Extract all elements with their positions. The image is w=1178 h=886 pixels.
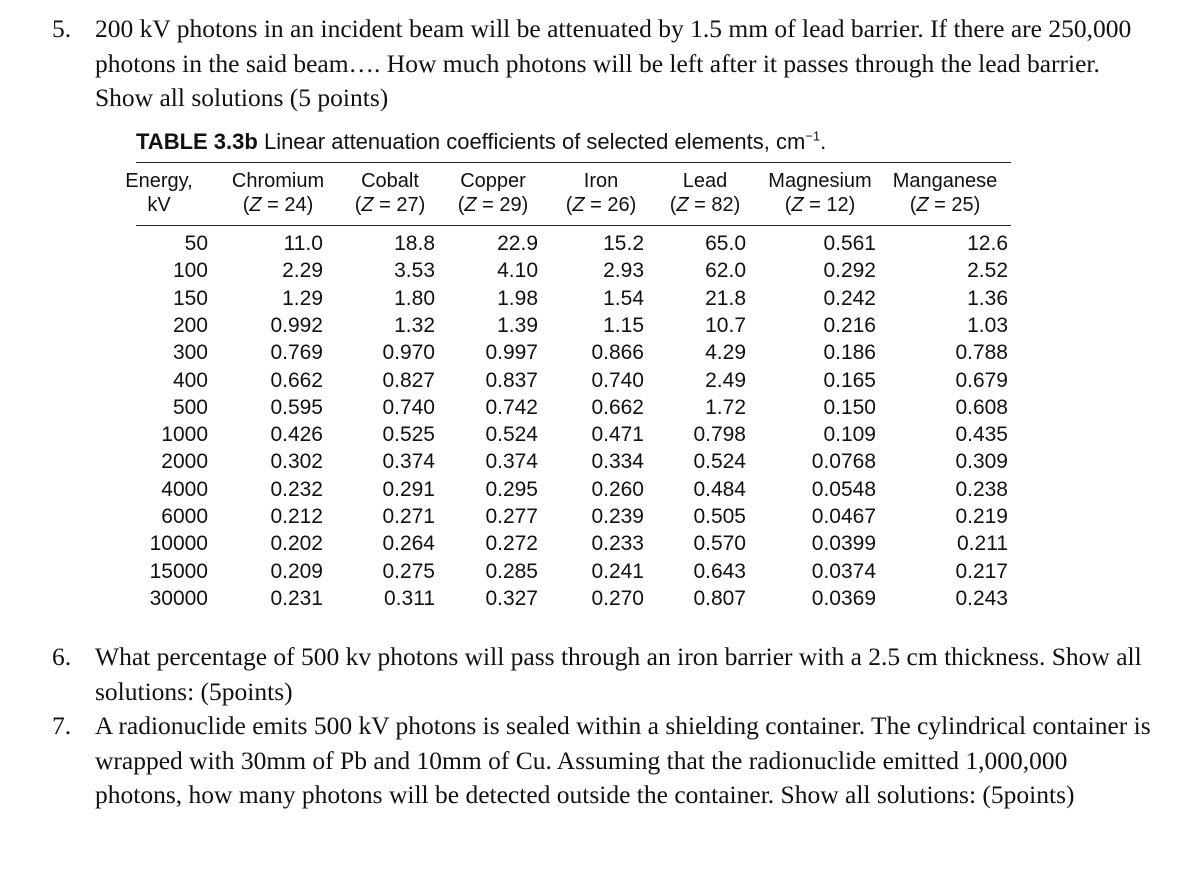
table-row bbox=[136, 560, 1011, 587]
coefficient-cell: 0.662 bbox=[270, 368, 323, 392]
column-header-sub: (Z = 24) bbox=[242, 194, 314, 216]
coefficient-cell: 0.186 bbox=[823, 341, 876, 365]
coefficient-cell: 0.275 bbox=[382, 559, 435, 583]
table-row bbox=[136, 369, 1011, 396]
atomic-number: 12 bbox=[826, 194, 849, 216]
table-row bbox=[136, 287, 1011, 314]
question-6 bbox=[52, 640, 1155, 709]
column-header-sub: (Z = 26) bbox=[565, 194, 637, 216]
energy-cell: 15000 bbox=[149, 559, 208, 583]
coefficient-cell: 0.524 bbox=[693, 450, 746, 474]
table-header-rule bbox=[136, 225, 1011, 226]
coefficient-cell: 1.32 bbox=[394, 313, 435, 337]
coefficient-cell: 15.2 bbox=[603, 232, 644, 255]
question-number: 6. bbox=[52, 642, 72, 671]
table-row bbox=[136, 232, 1011, 259]
coefficient-cell: 0.426 bbox=[270, 423, 323, 447]
table-row bbox=[136, 341, 1011, 368]
column-header bbox=[755, 169, 885, 217]
coefficient-cell: 0.219 bbox=[955, 505, 1008, 528]
atomic-number: 25 bbox=[951, 194, 974, 216]
column-header-name: Magnesium bbox=[768, 170, 872, 192]
coefficient-cell: 0.561 bbox=[823, 232, 876, 255]
coefficient-cell: 0.643 bbox=[693, 559, 746, 583]
coefficient-cell: 0.270 bbox=[591, 586, 644, 610]
coefficient-cell: 1.72 bbox=[705, 395, 746, 419]
coefficient-cell: 0.165 bbox=[823, 368, 876, 392]
coefficient-cell: 0.505 bbox=[693, 505, 746, 528]
coefficient-cell: 0.662 bbox=[591, 395, 644, 419]
coefficient-cell: 0.679 bbox=[955, 368, 1008, 392]
coefficient-cell: 1.80 bbox=[394, 286, 435, 310]
coefficient-cell: 0.471 bbox=[591, 423, 644, 447]
table-row bbox=[136, 396, 1011, 423]
coefficient-cell: 4.29 bbox=[705, 341, 746, 365]
coefficient-cell: 0.788 bbox=[955, 341, 1008, 365]
coefficient-cell: 0.769 bbox=[270, 341, 323, 365]
coefficient-cell: 0.302 bbox=[270, 450, 323, 474]
column-header-sub: (Z = 12) bbox=[784, 194, 856, 216]
table-caption-text: Linear attenuation coefficients of selected elements, cm bbox=[263, 129, 806, 154]
coefficient-cell: 1.36 bbox=[967, 286, 1008, 310]
column-header bbox=[124, 169, 194, 217]
column-header-name: Lead bbox=[682, 170, 728, 192]
table-row bbox=[136, 478, 1011, 505]
coefficient-cell: 0.525 bbox=[382, 423, 435, 447]
column-header-sub: (Z = 29) bbox=[457, 194, 529, 216]
table-row bbox=[136, 314, 1011, 341]
question-text: A radionuclide emits 500 kV photons is sealed within a shielding container. The cylindrical container is wrapped with 30mm of Pb and 10mm of Cu. Assuming that the radionuclide emitted 1,000,000 photons, how many photons will be detected outside the container. Show all solutions: (5points) bbox=[95, 711, 1151, 809]
column-header-sub: (Z = 82) bbox=[669, 194, 741, 216]
coefficient-cell: 0.524 bbox=[485, 423, 538, 447]
coefficient-cell: 3.53 bbox=[394, 259, 435, 283]
coefficient-cell: 0.271 bbox=[382, 505, 435, 528]
column-header bbox=[880, 169, 1010, 217]
coefficient-cell: 0.740 bbox=[382, 395, 435, 419]
coefficient-cell: 0.970 bbox=[382, 341, 435, 365]
atomic-number: 24 bbox=[284, 194, 307, 216]
question-number: 7. bbox=[52, 711, 72, 740]
table-row bbox=[136, 587, 1011, 614]
column-header-sub: (Z = 25) bbox=[909, 194, 981, 216]
energy-cell: 30000 bbox=[149, 586, 208, 610]
coefficient-cell: 0.837 bbox=[485, 368, 538, 392]
coefficient-cell: 0.217 bbox=[955, 559, 1008, 583]
coefficient-cell: 0.570 bbox=[693, 532, 746, 556]
coefficient-cell: 0.231 bbox=[270, 586, 323, 610]
coefficient-cell: 0.209 bbox=[270, 559, 323, 583]
column-header-name: Iron bbox=[583, 170, 619, 192]
coefficient-cell: 62.0 bbox=[705, 259, 746, 283]
column-header-sub: kV bbox=[147, 194, 171, 216]
column-header bbox=[340, 169, 440, 217]
coefficient-cell: 0.241 bbox=[591, 559, 644, 583]
coefficient-cell: 0.827 bbox=[382, 368, 435, 392]
column-header bbox=[655, 169, 755, 217]
atomic-number: 26 bbox=[607, 194, 630, 216]
table-top-rule bbox=[136, 162, 1011, 163]
coefficient-cell: 0.243 bbox=[955, 586, 1008, 610]
coefficient-cell: 0.740 bbox=[591, 368, 644, 392]
energy-cell: 300 bbox=[172, 341, 208, 365]
coefficient-cell: 0.260 bbox=[591, 477, 644, 501]
table-row bbox=[136, 505, 1011, 532]
coefficient-cell: 21.8 bbox=[705, 286, 746, 310]
question-text: What percentage of 500 kv photons will pass through an iron barrier with a 2.5 cm thickness. Show all solutions: (5points) bbox=[95, 642, 1142, 706]
question-number: 5. bbox=[52, 14, 72, 43]
table-row bbox=[136, 259, 1011, 286]
atomic-number: 82 bbox=[711, 194, 734, 216]
coefficient-cell: 1.54 bbox=[603, 286, 644, 310]
coefficient-cell: 0.292 bbox=[823, 259, 876, 283]
coefficient-cell: 11.0 bbox=[283, 232, 323, 255]
energy-cell: 150 bbox=[172, 286, 208, 310]
coefficient-cell: 10.7 bbox=[705, 313, 746, 337]
coefficient-cell: 0.295 bbox=[485, 477, 538, 501]
column-header bbox=[551, 169, 651, 217]
coefficient-cell: 4.10 bbox=[497, 259, 538, 283]
coefficient-cell: 0.216 bbox=[823, 313, 876, 337]
table-row bbox=[136, 450, 1011, 477]
coefficient-cell: 0.374 bbox=[485, 450, 538, 474]
coefficient-cell: 0.742 bbox=[485, 395, 538, 419]
energy-cell: 4000 bbox=[161, 477, 208, 501]
question-text: 200 kV photons in an incident beam will be attenuated by 1.5 mm of lead barrier. If there are 250,000 photons in the said beam…. How much photons will be left after it passes through the lead barrier. Show all solutions (5 points) bbox=[95, 14, 1132, 112]
coefficient-cell: 65.0 bbox=[705, 232, 746, 255]
coefficient-cell: 0.997 bbox=[485, 341, 538, 365]
coefficient-cell: 0.608 bbox=[955, 395, 1008, 419]
coefficient-cell: 0.264 bbox=[382, 532, 435, 556]
coefficient-cell: 2.52 bbox=[967, 259, 1008, 283]
coefficient-cell: 0.150 bbox=[823, 395, 876, 419]
coefficient-cell: 0.0467 bbox=[811, 505, 876, 528]
coefficient-cell: 18.8 bbox=[394, 232, 435, 255]
coefficient-cell: 1.98 bbox=[497, 286, 538, 310]
coefficient-cell: 0.327 bbox=[485, 586, 538, 610]
coefficient-cell: 0.866 bbox=[591, 341, 644, 365]
coefficient-cell: 1.29 bbox=[282, 286, 323, 310]
question-5 bbox=[52, 12, 1155, 116]
table-caption-end: . bbox=[820, 129, 827, 154]
coefficient-cell: 0.211 bbox=[957, 532, 1008, 556]
coefficient-cell: 0.992 bbox=[270, 313, 323, 337]
coefficient-cell: 0.798 bbox=[693, 423, 746, 447]
coefficient-cell: 0.242 bbox=[823, 286, 876, 310]
coefficient-cell: 0.807 bbox=[693, 586, 746, 610]
coefficient-cell: 0.0369 bbox=[811, 586, 876, 610]
coefficient-cell: 1.15 bbox=[603, 313, 644, 337]
coefficient-cell: 0.0399 bbox=[811, 532, 876, 556]
coefficient-cell: 0.0374 bbox=[811, 559, 876, 583]
coefficient-cell: 0.285 bbox=[485, 559, 538, 583]
coefficient-cell: 0.374 bbox=[382, 450, 435, 474]
coefficient-cell: 0.595 bbox=[270, 395, 323, 419]
coefficient-cell: 0.484 bbox=[693, 477, 746, 501]
column-header-sub: (Z = 27) bbox=[354, 194, 426, 216]
atomic-number: 29 bbox=[499, 194, 522, 216]
energy-cell: 10000 bbox=[149, 532, 208, 556]
energy-cell: 1000 bbox=[161, 423, 208, 447]
coefficient-cell: 0.291 bbox=[382, 477, 435, 501]
coefficient-cell: 0.309 bbox=[955, 450, 1008, 474]
table-row bbox=[136, 423, 1011, 450]
column-header-name: Energy, bbox=[125, 170, 193, 192]
energy-cell: 2000 bbox=[161, 450, 208, 474]
coefficient-cell: 2.93 bbox=[603, 259, 644, 283]
question-7 bbox=[52, 709, 1155, 813]
atomic-number: 27 bbox=[396, 194, 419, 216]
coefficient-cell: 0.239 bbox=[591, 505, 644, 528]
coefficient-cell: 0.272 bbox=[485, 532, 538, 556]
coefficient-cell: 0.0768 bbox=[811, 450, 876, 474]
coefficient-cell: 0.233 bbox=[591, 532, 644, 556]
column-header-name: Copper bbox=[460, 170, 526, 192]
coefficient-cell: 0.232 bbox=[270, 477, 323, 501]
coefficient-cell: 0.202 bbox=[270, 532, 323, 556]
coefficient-cell: 0.277 bbox=[485, 505, 538, 528]
table-caption bbox=[136, 127, 1011, 157]
energy-cell: 400 bbox=[172, 368, 208, 392]
coefficient-cell: 1.03 bbox=[967, 313, 1008, 337]
coefficient-cell: 2.49 bbox=[705, 368, 746, 392]
energy-cell: 100 bbox=[172, 259, 208, 283]
table-row bbox=[136, 532, 1011, 559]
coefficient-cell: 0.0548 bbox=[811, 477, 876, 501]
coefficient-cell: 2.29 bbox=[282, 259, 323, 283]
column-header-name: Chromium bbox=[231, 170, 325, 192]
coefficient-cell: 0.435 bbox=[955, 423, 1008, 447]
column-header-name: Manganese bbox=[892, 170, 998, 192]
attenuation-table bbox=[125, 127, 1011, 610]
coefficient-cell: 0.334 bbox=[591, 450, 644, 474]
coefficient-cell: 0.212 bbox=[270, 505, 323, 528]
table-label: TABLE 3.3b bbox=[136, 129, 258, 154]
coefficient-cell: 0.238 bbox=[955, 477, 1008, 501]
table-caption-sup: −1 bbox=[805, 128, 821, 144]
energy-cell: 6000 bbox=[161, 505, 208, 528]
coefficient-cell: 12.6 bbox=[967, 232, 1008, 255]
coefficient-cell: 0.311 bbox=[384, 586, 435, 610]
energy-cell: 500 bbox=[172, 395, 208, 419]
column-header bbox=[218, 169, 338, 217]
column-header-name: Cobalt bbox=[361, 170, 419, 192]
coefficient-cell: 1.39 bbox=[497, 313, 538, 337]
energy-cell: 200 bbox=[172, 313, 208, 337]
column-header bbox=[443, 169, 543, 217]
coefficient-cell: 22.9 bbox=[497, 232, 538, 255]
energy-cell: 50 bbox=[184, 232, 208, 255]
coefficient-cell: 0.109 bbox=[823, 423, 876, 447]
